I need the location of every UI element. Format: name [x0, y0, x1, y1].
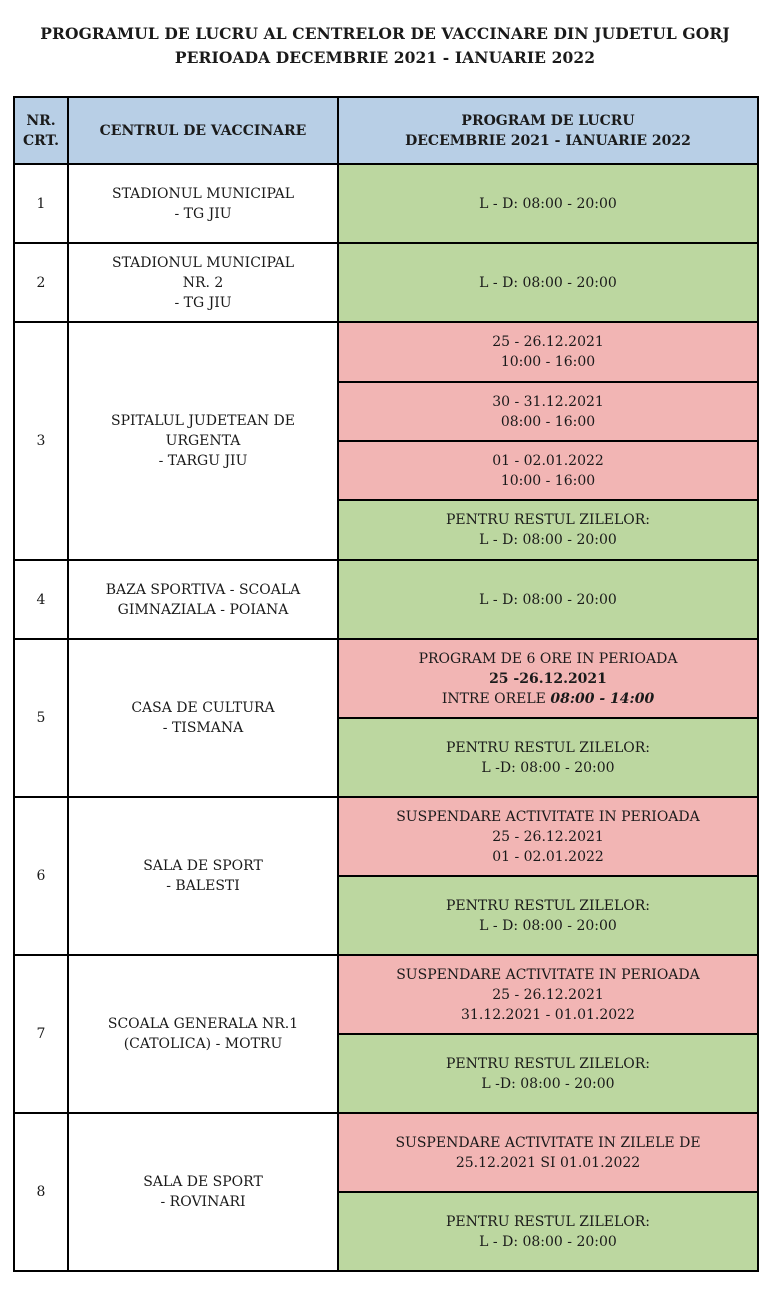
row-number: 2	[14, 243, 68, 322]
cell-text-line: NR. 2	[182, 274, 224, 291]
cell-text-line: 25 - 26.12.2021	[492, 334, 604, 350]
cell-text-line: STADIONUL MUNICIPAL	[112, 185, 294, 202]
cell-text-line: 25 - 26.12.2021	[492, 828, 604, 845]
schedule-open	[338, 1034, 758, 1113]
schedule-restricted	[338, 955, 758, 1034]
schedule-restricted	[338, 322, 758, 382]
cell-text-line: - ROVINARI	[160, 1194, 246, 1210]
cell-text-line: SALA DE SPORT	[143, 1174, 263, 1190]
cell-text-line: 30 - 31.12.2021	[492, 393, 604, 410]
cell-text-line: L -D: 08:00 - 20:00	[481, 759, 615, 776]
cell-text-line: SUSPENDARE ACTIVITATE IN ZILELE DE	[395, 1134, 701, 1151]
cell-text-line: PENTRU RESTUL ZILELOR:	[445, 739, 651, 756]
cell-text-line: L - D: 08:00 - 20:00	[479, 591, 617, 608]
cell-text-line: 10:00 - 16:00	[500, 472, 596, 489]
table-row	[14, 639, 758, 718]
table-row	[14, 560, 758, 639]
schedule-restricted	[338, 797, 758, 876]
page-title	[0, 22, 770, 70]
center-name	[68, 322, 338, 560]
row-number: 4	[14, 560, 68, 639]
schedule-restricted	[338, 639, 758, 718]
cell-text-line: - TG JIU	[174, 294, 232, 311]
cell-text-line: 01 - 02.01.2022	[492, 452, 604, 469]
cell-text-line: 25.12.2021 SI 01.01.2022	[455, 1154, 641, 1171]
cell-text-line: SALA DE SPORT	[143, 858, 263, 874]
row-number: 7	[14, 955, 68, 1113]
cell-text-line: PENTRU RESTUL ZILELOR:	[445, 1213, 651, 1230]
title-line-1: PROGRAMUL DE LUCRU AL CENTRELOR DE VACCINARE DIN JUDETUL GORJ	[40, 24, 730, 43]
table-row	[14, 164, 758, 243]
table-row	[14, 955, 758, 1034]
schedule-open	[338, 560, 758, 639]
schedule-restricted	[338, 1113, 758, 1192]
row-number: 5	[14, 639, 68, 797]
header-center: CENTRUL DE VACCINARE	[68, 97, 338, 164]
header-nr: NR. CRT.	[14, 97, 68, 164]
cell-text-line: L - D: 08:00 - 20:00	[479, 532, 617, 548]
schedule-open	[338, 164, 758, 243]
row-number: 8	[14, 1113, 68, 1271]
table-row	[14, 322, 758, 382]
cell-text-line: SCOALA GENERALA NR.1	[107, 1016, 299, 1032]
cell-text-line: - TG JIU	[174, 205, 232, 222]
cell-text-line: SPITALUL JUDETEAN DE URGENTA	[111, 413, 295, 449]
row-number: 6	[14, 797, 68, 955]
schedule-open	[338, 243, 758, 322]
center-name	[68, 639, 338, 797]
cell-text-line: PENTRU RESTUL ZILELOR:	[445, 512, 651, 528]
cell-text-line: - TARGU JIU	[158, 453, 248, 469]
cell-text-line: SUSPENDARE ACTIVITATE IN PERIOADA	[396, 966, 700, 983]
title-line-2: PERIOADA DECEMBRIE 2021 - IANUARIE 2022	[174, 48, 596, 67]
table-row	[14, 1113, 758, 1192]
cell-text-line: PENTRU RESTUL ZILELOR:	[445, 897, 651, 914]
cell-text-line: 08:00 - 14:00	[550, 690, 655, 707]
row-number: 1	[14, 164, 68, 243]
schedule-table	[13, 96, 759, 1272]
center-name	[68, 164, 338, 243]
cell-text-line: 08:00 - 16:00	[500, 413, 596, 430]
cell-text-line: L - D: 08:00 - 20:00	[479, 917, 617, 934]
cell-text-line: PROGRAM DE 6 ORE IN PERIOADA	[418, 650, 678, 667]
cell-text-line: STADIONUL MUNICIPAL	[112, 254, 294, 271]
cell-text-line: - TISMANA	[162, 720, 244, 736]
cell-text-line: GIMNAZIALA - POIANA	[117, 601, 289, 618]
schedule-open	[338, 718, 758, 797]
cell-text-line	[343, 689, 753, 709]
cell-text-line: 01 - 02.01.2022	[492, 848, 604, 865]
schedule-restricted	[338, 382, 758, 441]
cell-text-line: 25 - 26.12.2021	[492, 986, 604, 1003]
cell-text-line: - BALESTI	[166, 878, 240, 894]
schedule-open	[338, 1192, 758, 1271]
cell-text-line: 25 -26.12.2021	[489, 670, 607, 687]
schedule-open	[338, 876, 758, 955]
cell-text-line: CASA DE CULTURA	[131, 700, 275, 716]
center-name	[68, 560, 338, 639]
schedule-restricted	[338, 441, 758, 500]
cell-text-line: L - D: 08:00 - 20:00	[479, 195, 617, 212]
center-name	[68, 243, 338, 322]
cell-text-line: (CATOLICA) - MOTRU	[123, 1036, 283, 1052]
table-row	[14, 243, 758, 322]
center-name	[68, 1113, 338, 1271]
cell-text-line: 10:00 - 16:00	[500, 354, 596, 370]
cell-text-line: BAZA SPORTIVA - SCOALA	[105, 581, 301, 598]
row-number: 3	[14, 322, 68, 560]
cell-text-line: L - D: 08:00 - 20:00	[479, 1233, 617, 1250]
cell-text-line: L -D: 08:00 - 20:00	[481, 1075, 615, 1092]
schedule-open	[338, 500, 758, 560]
cell-text-line: SUSPENDARE ACTIVITATE IN PERIOADA	[396, 808, 700, 825]
cell-text-line: PENTRU RESTUL ZILELOR:	[445, 1055, 651, 1072]
table-row	[14, 797, 758, 876]
center-name	[68, 797, 338, 955]
header-program: PROGRAM DE LUCRU DECEMBRIE 2021 - IANUARIE 2022	[338, 97, 758, 164]
cell-text-line: INTRE ORELE	[441, 690, 551, 707]
cell-text-line: 31.12.2021 - 01.01.2022	[461, 1006, 635, 1023]
cell-text-line: L - D: 08:00 - 20:00	[479, 274, 617, 291]
center-name	[68, 955, 338, 1113]
header-row	[14, 97, 758, 164]
